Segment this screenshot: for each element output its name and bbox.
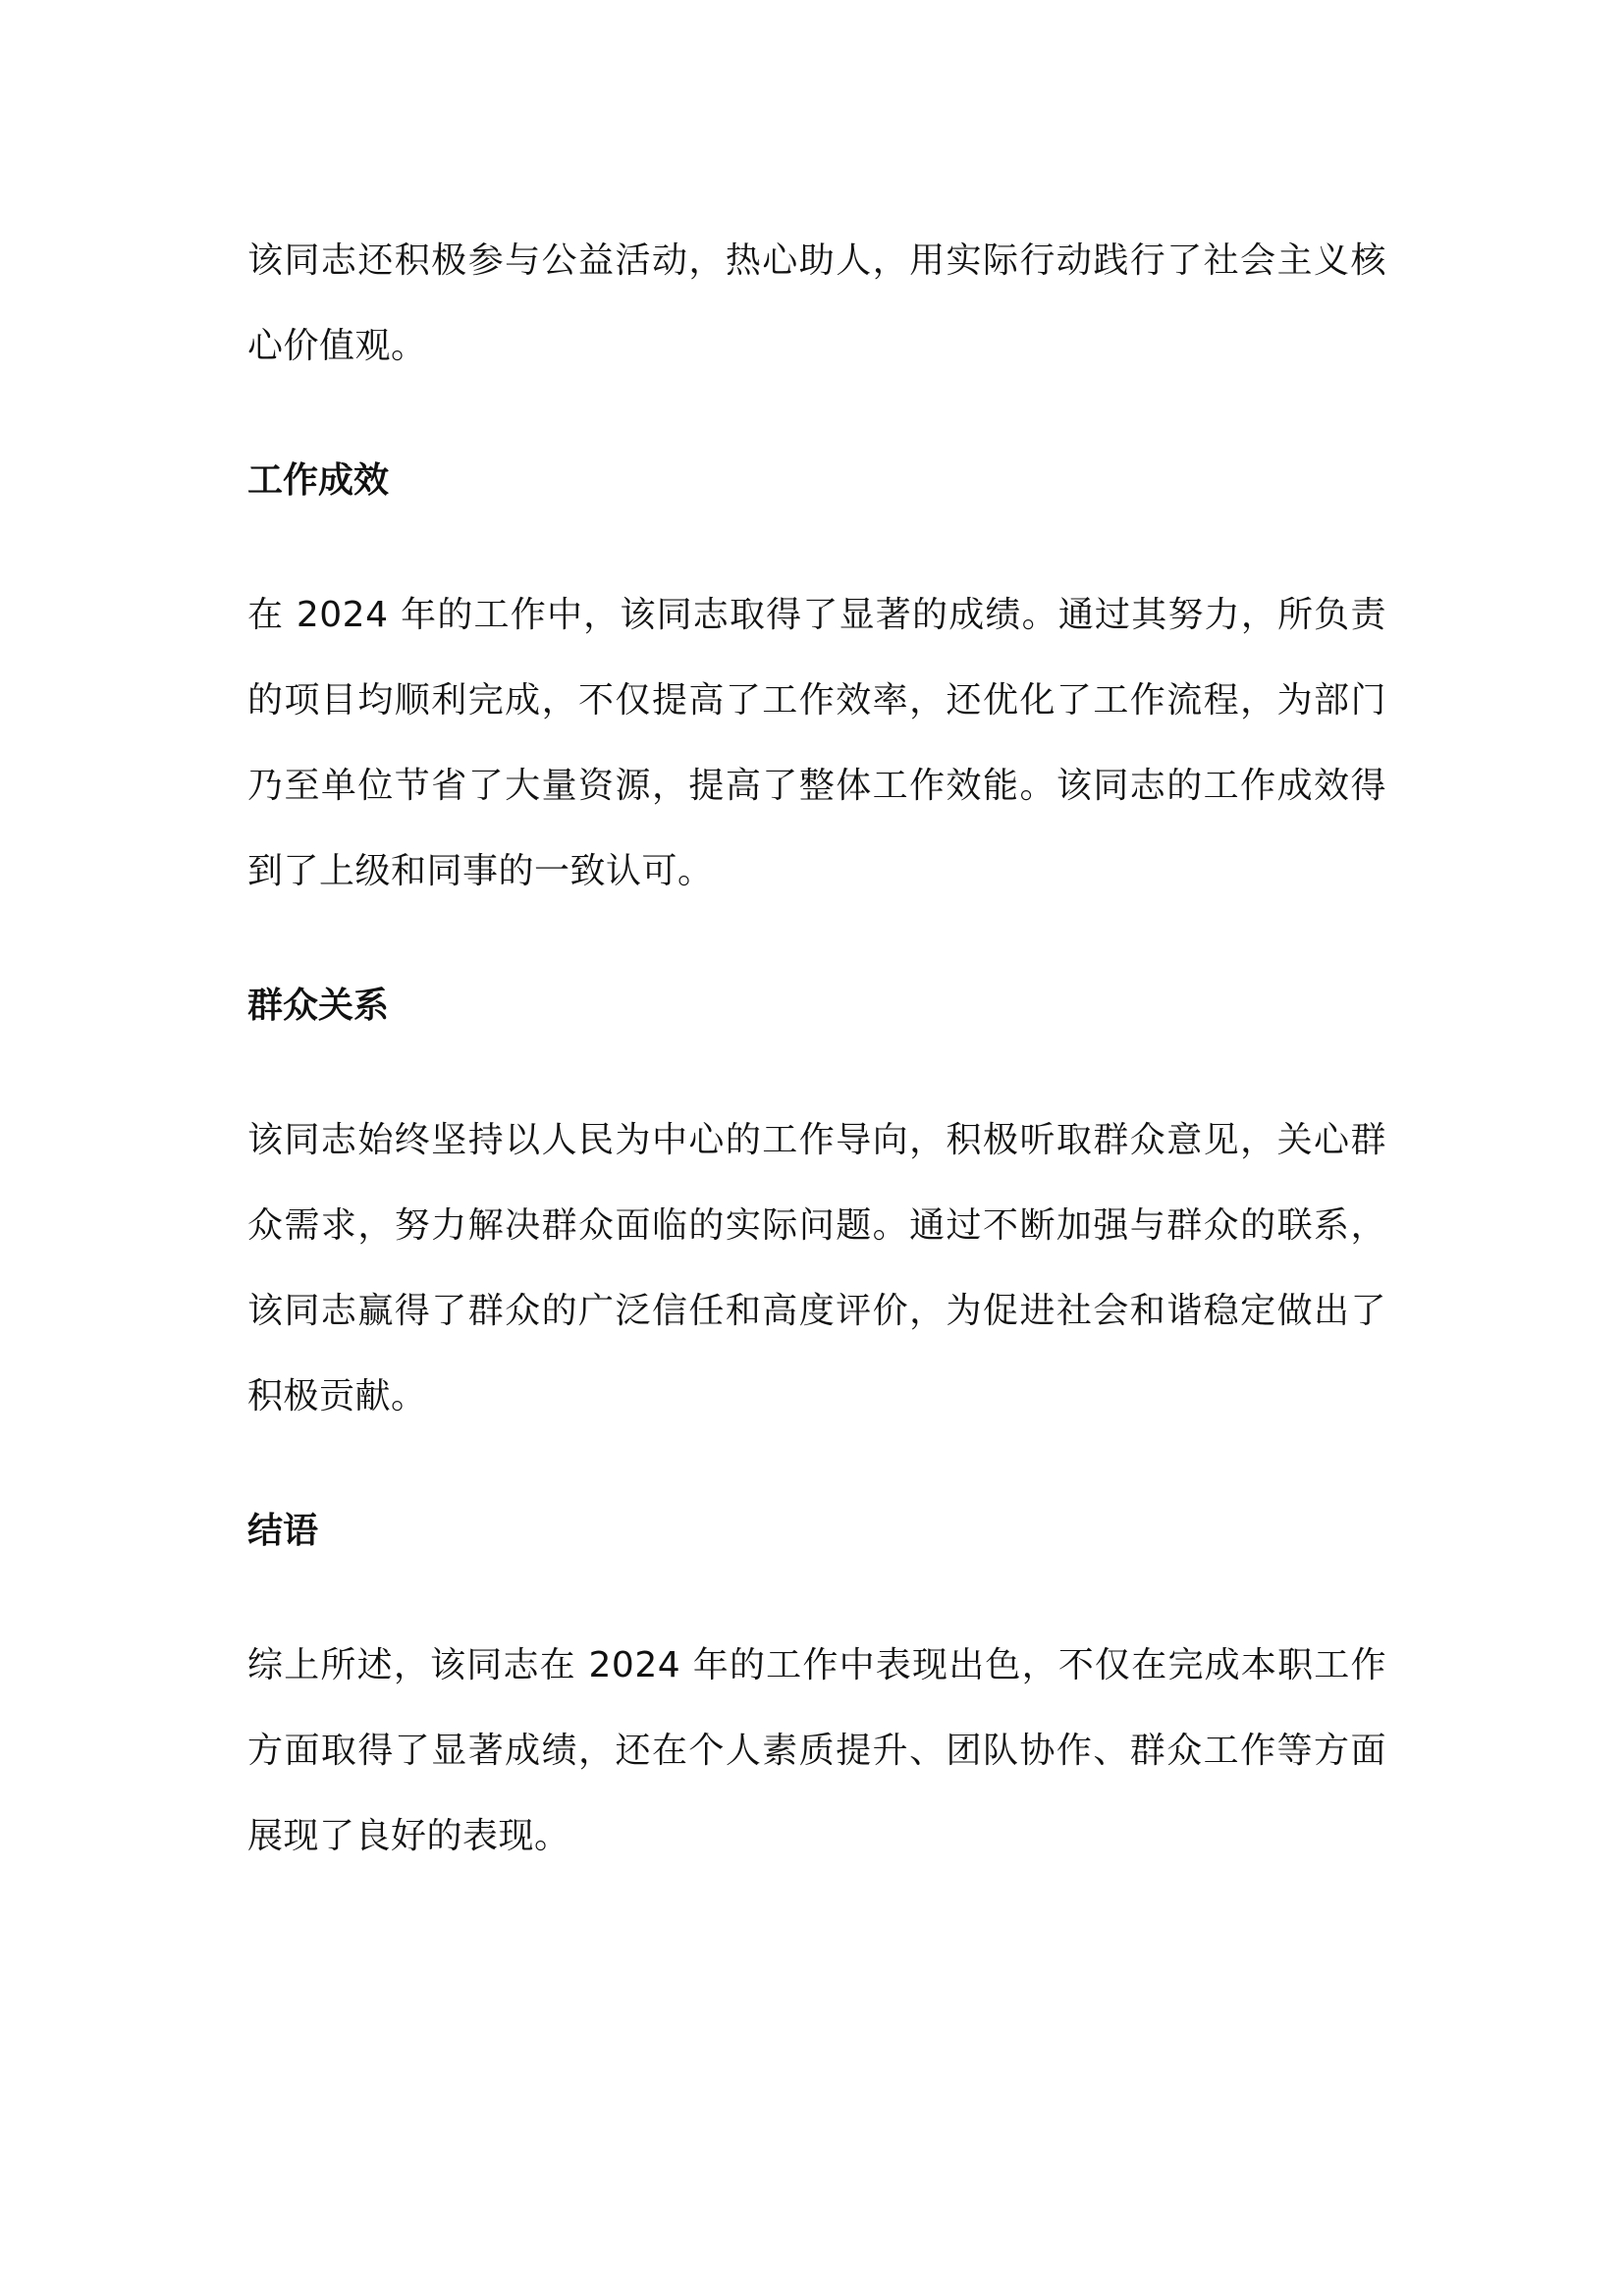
intro-paragraph: 该同志还积极参与公益活动，热心助人，用实际行动践行了社会主义核心价值观。	[247, 240, 1386, 366]
section-paragraph-public-relations: 该同志始终坚持以人民为中心的工作导向，积极听取群众意见，关心群众需求，努力解决群众面临的实际问题。通过不断加强与群众的联系，该同志赢得了群众的广泛信任和高度评价，为促进社会和谐稳定做出了积极贡献。	[247, 1120, 1386, 1416]
section-heading-conclusion: 结语	[247, 1511, 319, 1551]
section-paragraph-conclusion: 综上所述，该同志在 2024 年的工作中表现出色，不仅在完成本职工作方面取得了显著成绩，还在个人素质提升、团队协作、群众工作等方面展现了良好的表现。	[247, 1645, 1386, 1856]
document-body	[247, 218, 1386, 1879]
section-paragraph-work-results: 在 2024 年的工作中，该同志取得了显著的成绩。通过其努力，所负责的项目均顺利完成，不仅提高了工作效率，还优化了工作流程，为部门乃至单位节省了大量资源，提高了整体工作效能。该同志的工作成效得到了上级和同事的一致认可。	[247, 595, 1386, 891]
section-heading-work-results: 工作成效	[247, 460, 390, 501]
section-heading-public-relations: 群众关系	[247, 986, 390, 1026]
